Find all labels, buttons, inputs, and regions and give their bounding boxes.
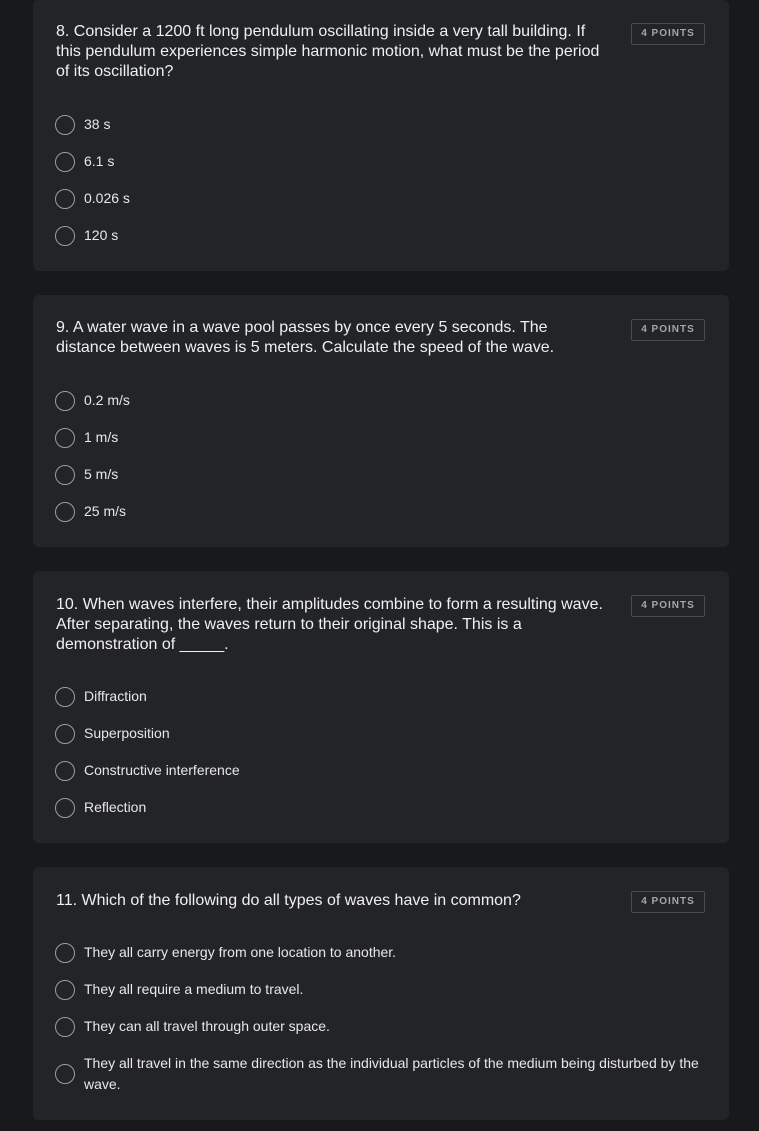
points-badge: 4 POINTS xyxy=(631,595,705,617)
answer-option-label: They all require a medium to travel. xyxy=(84,981,304,997)
answer-option-label: They all travel in the same direction as the individual particles of the medium being disturbed by the wave. xyxy=(84,1055,699,1092)
question-card-11 xyxy=(33,867,729,1120)
radio-button[interactable] xyxy=(55,980,75,1000)
answer-option-label: 25 m/s xyxy=(84,503,127,519)
radio-button[interactable] xyxy=(55,115,75,135)
question-text: 8. Consider a 1200 ft long pendulum oscillating inside a very tall building. If this pendulum experiences simple harmonic motion, what must be the period of its oscillation? xyxy=(56,23,600,80)
answer-option-label: 38 s xyxy=(84,116,111,132)
radio-button[interactable] xyxy=(55,428,75,448)
answer-option[interactable] xyxy=(55,760,705,781)
radio-button[interactable] xyxy=(55,465,75,485)
answer-option-label: They all carry energy from one location to another. xyxy=(84,944,397,960)
answer-option[interactable] xyxy=(55,501,705,522)
answer-option[interactable] xyxy=(55,797,705,818)
answer-option[interactable] xyxy=(55,151,705,172)
radio-button[interactable] xyxy=(55,798,75,818)
answer-option[interactable] xyxy=(55,979,705,1000)
radio-button[interactable] xyxy=(55,226,75,246)
radio-button[interactable] xyxy=(55,724,75,744)
radio-button[interactable] xyxy=(55,1017,75,1037)
answer-option-label: 0.026 s xyxy=(84,190,130,206)
answer-option-label: Reflection xyxy=(84,799,147,815)
answer-option[interactable] xyxy=(55,686,705,707)
answer-option-label: 6.1 s xyxy=(84,153,115,169)
question-card-8 xyxy=(33,0,729,271)
answer-option-label: 0.2 m/s xyxy=(84,392,130,408)
question-text: 10. When waves interfere, their amplitudes combine to form a resulting wave. After separating, the waves return to their original shape. This is a demonstration of _____. xyxy=(56,596,603,653)
radio-button[interactable] xyxy=(55,1064,75,1084)
points-badge: 4 POINTS xyxy=(631,319,705,341)
answer-option-label: Superposition xyxy=(84,725,170,741)
answer-option[interactable] xyxy=(55,723,705,744)
question-card-10 xyxy=(33,571,729,843)
answer-option-label: Diffraction xyxy=(84,688,147,704)
points-badge: 4 POINTS xyxy=(631,23,705,45)
radio-button[interactable] xyxy=(55,502,75,522)
radio-button[interactable] xyxy=(55,761,75,781)
question-card-9 xyxy=(33,295,729,547)
answer-option-label: 5 m/s xyxy=(84,466,119,482)
answer-option[interactable] xyxy=(55,114,705,135)
answer-option-label: 1 m/s xyxy=(84,429,119,445)
answer-option[interactable] xyxy=(55,427,705,448)
points-badge: 4 POINTS xyxy=(631,891,705,913)
radio-button[interactable] xyxy=(55,943,75,963)
answer-option-label: 120 s xyxy=(84,227,119,243)
radio-button[interactable] xyxy=(55,687,75,707)
answer-option-label: Constructive interference xyxy=(84,762,240,778)
radio-button[interactable] xyxy=(55,391,75,411)
radio-button[interactable] xyxy=(55,189,75,209)
answer-option[interactable] xyxy=(55,1053,705,1095)
answer-option[interactable] xyxy=(55,942,705,963)
question-text: 11. Which of the following do all types of waves have in common? xyxy=(56,892,521,909)
answer-option[interactable] xyxy=(55,1016,705,1037)
answer-option[interactable] xyxy=(55,188,705,209)
question-text: 9. A water wave in a wave pool passes by once every 5 seconds. The distance between waves is 5 meters. Calculate the speed of the wave. xyxy=(56,319,555,356)
answer-option[interactable] xyxy=(55,390,705,411)
answer-option[interactable] xyxy=(55,464,705,485)
answer-option[interactable] xyxy=(55,225,705,246)
answer-option-label: They can all travel through outer space. xyxy=(84,1018,330,1034)
radio-button[interactable] xyxy=(55,152,75,172)
